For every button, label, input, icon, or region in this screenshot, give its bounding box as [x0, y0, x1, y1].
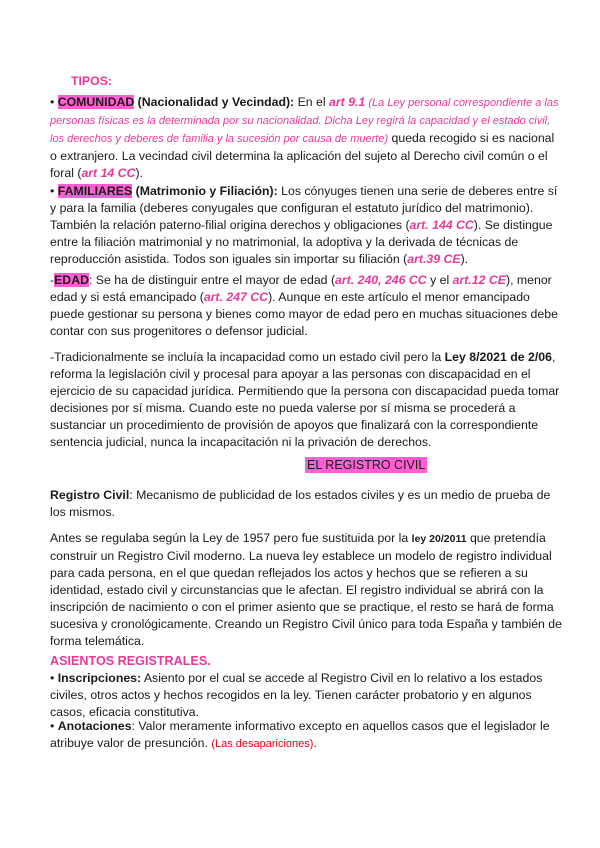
text: En el: [294, 95, 330, 109]
comunidad-paragraph: [50, 94, 562, 182]
comunidad-paren: (Nacionalidad y Vecindad):: [134, 95, 295, 109]
article-ref: art.12 CE: [452, 273, 506, 287]
bullet: •: [50, 671, 58, 685]
incapacidad-paragraph: [50, 349, 562, 451]
registro-definition: [50, 487, 562, 521]
dash: -: [50, 273, 55, 287]
familiares-paren: (Matrimonio y Filiación):: [132, 184, 278, 198]
text: queda recogido si es nacional o extranjero. La vecindad civil determina la aplicación del sujeto al Derecho civil común o el foral (: [50, 131, 555, 180]
article-ref: art 9.1: [329, 95, 366, 109]
asientos-title: ASIENTOS REGISTRALES.: [50, 654, 211, 668]
text: , reforma la legislación civil y procesal para apoyar a las personas con discapacidad en el ejercicio de su capacidad jurídica. Permitiendo que la persona con discapacidad pueda tomar decisiones por sí misma. Cuando este no pueda valerse por sí misma se procederá a sustanciar un procedimiento de provisión de apoyos que finalizará con la correspondiente sentencia judicial, nunca la incapacitación ni la privación de derechos.: [50, 350, 560, 449]
edad-paragraph: [50, 272, 562, 340]
text: y el: [426, 273, 453, 287]
text: ).: [460, 252, 469, 266]
comunidad-term: COMUNIDAD: [57, 95, 135, 109]
registro-civil-heading: EL REGISTRO CIVIL: [307, 458, 426, 472]
article-ref: art. 247 CC: [203, 290, 269, 304]
article-ref: art. 144 CC: [409, 218, 474, 232]
edad-term: EDAD: [54, 273, 89, 287]
inscripciones-paragraph: [50, 670, 562, 721]
note: (Las desapariciones): [211, 738, 314, 750]
text: Los cónyuges tienen una serie de deberes entre sí y para la familia (deberes conyugales que configuran el estatuto jurídico del matrimonio). También la relación paterno-filial origina derechos y obligaciones (: [50, 184, 558, 232]
article-ref: art.39 CE: [407, 252, 461, 266]
bullet: •: [50, 719, 58, 733]
quote: (La Ley personal correspondiente a las personas físicas es la determinada por su nacionalidad. Dicha Ley regirá la capacidad y el estado civil, los derechos y deberes de familia y la sucesión por causa de muerte): [50, 97, 559, 145]
registro-term: Registro Civil: [50, 488, 130, 502]
text: que pretendía construir un Registro Civil moderno. La nueva ley establece un modelo de registro individual para cada persona, en el que quedan reflejados los actos y hechos que se refieren a su identidad, estado civil y circunstancias que le afectan. El registro individual se abrirá con la inscripción de nacimiento o con el primer asiento que se practique, el resto se hará de forma sucesiva y cronológicamente. Creando un Registro Civil único para toda España y también de forma telemática.: [50, 531, 562, 648]
text: : Mecanismo de publicidad de los estados civiles y es un medio de prueba de los mismos.: [50, 488, 551, 519]
text: ), menor edad y si está emancipado (: [50, 273, 552, 304]
anotaciones-term: Anotaciones: [57, 719, 132, 733]
tipos-title: TIPOS:: [71, 74, 112, 88]
text: .: [313, 736, 317, 750]
text: ). Se distingue entre la filiación matrimonial y no matrimonial, la adoptiva y la derivada de técnicas de reproducción asistida. Todos son iguales sin importar su filiación (: [50, 218, 553, 266]
bullet: •: [50, 95, 58, 109]
article-ref: art 14 CC: [81, 166, 136, 180]
article-ref: art. 240, 246 CC: [335, 273, 427, 287]
registro-history: [50, 530, 562, 650]
text: : Valor meramente informativo excepto en aquellos casos que el legislador le atribuye valor de presunción.: [50, 719, 550, 750]
law-ref: ley 20/2011: [411, 533, 467, 545]
text: : Se ha de distinguir entre el mayor de edad (: [88, 273, 336, 287]
text: -Tradicionalmente se incluía la incapacidad como un estado civil pero la: [50, 350, 445, 364]
familiares-term: FAMILIARES: [57, 184, 133, 198]
text: ).: [135, 166, 143, 180]
text: Asiento por el cual se accede al Registro Civil en lo relativo a los estados civiles, otros actos y hechos recogidos en la ley. Tienen carácter probatorio y en algunos casos, eficacia constitutiva.: [50, 671, 543, 719]
bullet: •: [50, 184, 58, 198]
anotaciones-paragraph: [50, 718, 562, 753]
familiares-paragraph: [50, 183, 562, 268]
inscripciones-term: Inscripciones:: [57, 671, 142, 685]
text: Antes se regulaba según la Ley de 1957 pero fue sustituida por la: [50, 531, 412, 545]
text: ). Aunque en este artículo el menor emancipado puede gestionar su persona y bienes como mayor de edad pero en muchas situaciones debe contar con sus progenitores o defensor judicial.: [50, 290, 558, 338]
law-ref: Ley 8/2021 de 2/06: [444, 350, 552, 364]
